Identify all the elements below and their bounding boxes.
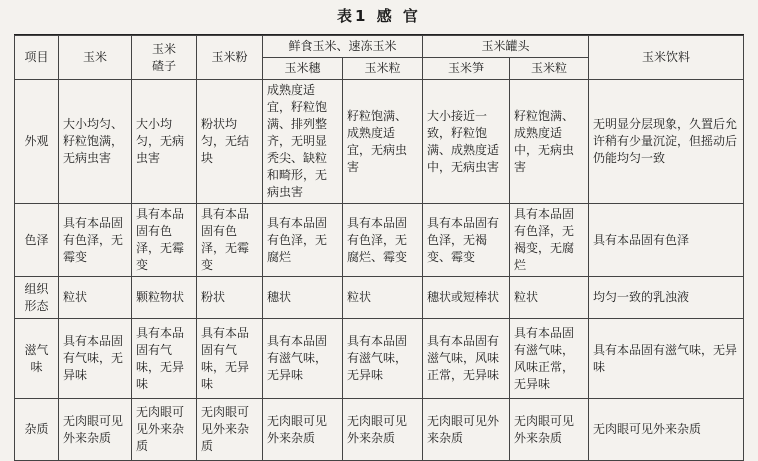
- table-cell: 无肉眼可见外来杂质: [197, 399, 263, 461]
- table-cell: 无肉眼可见外来杂质: [263, 399, 343, 461]
- table-cell: 无肉眼可见外来杂质: [510, 399, 589, 461]
- table-cell: 具有本品固有滋气味，无异味: [263, 319, 343, 399]
- row-label: 色泽: [15, 204, 59, 277]
- sensory-table: [14, 35, 744, 461]
- table-cell: 具有本品固有滋气味，无异味: [589, 319, 744, 399]
- table-cell: 大小均匀、籽粒饱满，无病虫害: [59, 80, 132, 204]
- row-label: 滋气味: [15, 319, 59, 399]
- table-cell: 粒状: [59, 277, 132, 319]
- table-cell: 大小接近一致，籽粒饱满、成熟度适中，无病虫害: [423, 80, 510, 204]
- table-cell: 具有本品固有色泽，无褐变，无腐烂: [510, 204, 589, 277]
- table-row: [15, 80, 744, 204]
- header-fresh-group: 鲜食玉米、速冻玉米: [263, 36, 423, 58]
- table-cell: 具有本品固有色泽，无霉变: [197, 204, 263, 277]
- table-cell: 粉状均匀，无结块: [197, 80, 263, 204]
- table-title: 表1 感 官: [337, 7, 421, 25]
- header-grits: 玉米 碴子: [132, 36, 197, 80]
- table-cell: 具有本品固有气味，无异味: [132, 319, 197, 399]
- table-cell: 穗状或短棒状: [423, 277, 510, 319]
- table-cell: 具有本品固有色泽: [589, 204, 744, 277]
- header-can-kernel: 玉米粒: [510, 58, 589, 80]
- table-cell: 具有本品固有色泽，无褐变、霉变: [423, 204, 510, 277]
- header-fresh-ear: 玉米穗: [263, 58, 343, 80]
- table-row: [15, 399, 744, 461]
- table-cell: 具有本品固有滋气味，风味正常，无异味: [423, 319, 510, 399]
- row-label: 杂质: [15, 399, 59, 461]
- table-cell: 大小均匀，无病虫害: [132, 80, 197, 204]
- table-cell: 成熟度适宜，籽粒饱满、排列整齐，无明显秃尖、缺粒和畸形，无病虫害: [263, 80, 343, 204]
- table-cell: 粒状: [343, 277, 423, 319]
- table-row: [15, 204, 744, 277]
- table-cell: 无明显分层现象，久置后允许稍有少量沉淀，但摇动后仍能均匀一致: [589, 80, 744, 204]
- table-cell: 具有本品固有滋气味，无异味: [343, 319, 423, 399]
- table-row: [15, 277, 744, 319]
- table-cell: 穗状: [263, 277, 343, 319]
- table-cell: 具有本品固有气味，无异味: [59, 319, 132, 399]
- table-cell: 具有本品固有色泽，无霉变: [132, 204, 197, 277]
- table-cell: 颗粒物状: [132, 277, 197, 319]
- header-corn: 玉米: [59, 36, 132, 80]
- table-cell: 具有本品固有气味，无异味: [197, 319, 263, 399]
- table-cell: 无肉眼可见外来杂质: [59, 399, 132, 461]
- table-cell: 籽粒饱满、成熟度适中，无病虫害: [510, 80, 589, 204]
- table-cell: 具有本品固有色泽，无腐烂: [263, 204, 343, 277]
- table-cell: 无肉眼可见外来杂质: [343, 399, 423, 461]
- header-fresh-kernel: 玉米粒: [343, 58, 423, 80]
- header-flour: 玉米粉: [197, 36, 263, 80]
- table-cell: 均匀一致的乳浊液: [589, 277, 744, 319]
- table-row: [15, 319, 744, 399]
- header-drink: 玉米饮料: [589, 36, 744, 80]
- table-cell: 具有本品固有色泽，无腐烂、霉变: [343, 204, 423, 277]
- table-cell: 无肉眼可见外来杂质: [423, 399, 510, 461]
- table-cell: 粉状: [197, 277, 263, 319]
- table-cell: 籽粒饱满、成熟度适宜，无病虫害: [343, 80, 423, 204]
- header-can-shoot: 玉米笋: [423, 58, 510, 80]
- row-label: 外观: [15, 80, 59, 204]
- table-cell: 粒状: [510, 277, 589, 319]
- header-item: 项目: [15, 36, 59, 80]
- table-cell: 具有本品固有滋气味，风味正常，无异味: [510, 319, 589, 399]
- table-cell: 具有本品固有色泽，无霉变: [59, 204, 132, 277]
- row-label: 组织形态: [15, 277, 59, 319]
- table-cell: 无肉眼可见外来杂质: [589, 399, 744, 461]
- header-can-group: 玉米罐头: [423, 36, 589, 58]
- table-cell: 无肉眼可见外来杂质: [132, 399, 197, 461]
